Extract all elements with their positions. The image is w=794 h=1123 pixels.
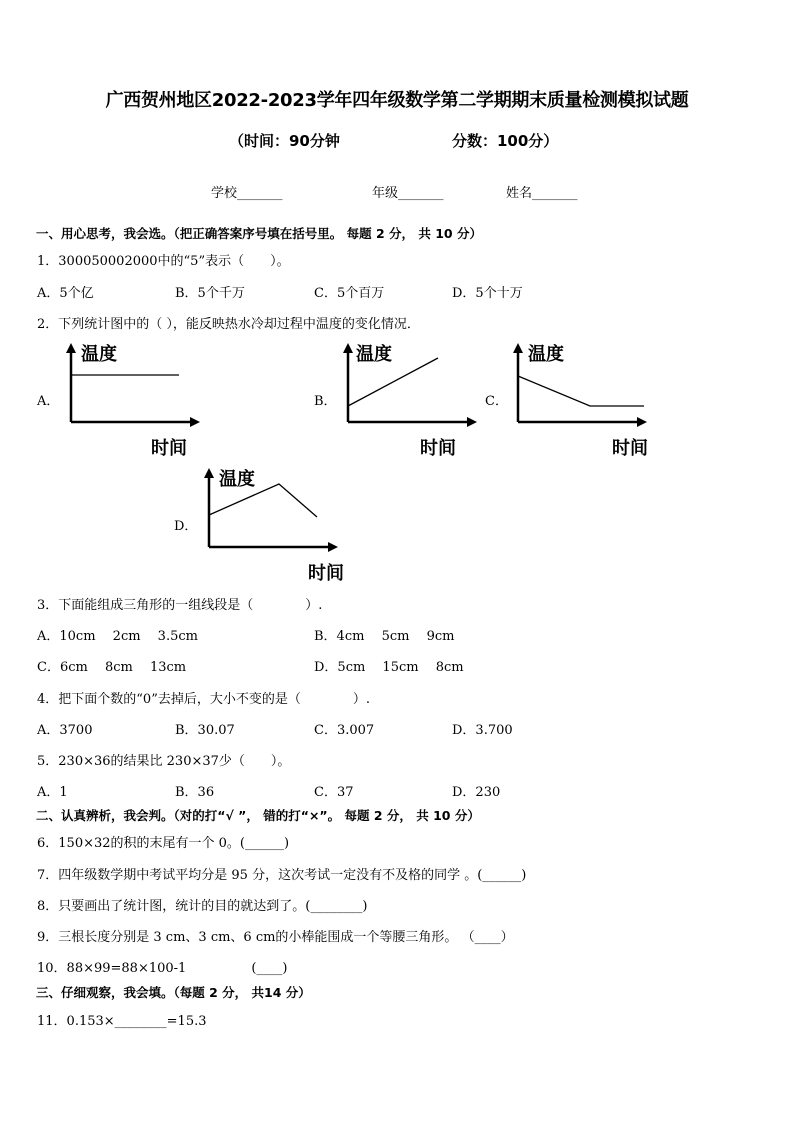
q1-option-b: B．5个千万 [175, 286, 245, 301]
q4-option-a: A．3700 [37, 723, 93, 738]
q2b-line [348, 358, 438, 406]
q2-option-d-label: D． [174, 519, 198, 534]
q2d-y-label: 温度 [219, 469, 255, 490]
q4-option-d: D．3.700 [452, 723, 513, 738]
q5-option-b: B．36 [175, 785, 215, 800]
q2c-line [518, 376, 644, 406]
q2b-x-label: 时间 [420, 438, 456, 459]
q3-option-a: A．10cm 2cm 3.5cm [37, 629, 198, 644]
q1-option-a: A．5个亿 [37, 286, 94, 301]
grade-field: 年级_______ [372, 186, 444, 201]
time-label: （时间：90分钟 [229, 132, 340, 150]
q2-graph-c [502, 338, 657, 463]
q3-option-d: D．5cm 15cm 8cm [314, 660, 464, 675]
question-10: 10．88×99=88×100-1 (____) [37, 961, 288, 976]
q2c-x-label: 时间 [612, 438, 648, 459]
q2b-y-label: 温度 [356, 344, 392, 365]
q1-option-d: D．5个十万 [452, 286, 523, 301]
q4-option-b: B．30.07 [175, 723, 235, 738]
score-label: 分数：100分） [452, 132, 559, 150]
exam-title: 广西贺州地区2022-2023学年四年级数学第二学期期末质量检测模拟试题 [105, 90, 689, 111]
q2a-x-label: 时间 [151, 438, 187, 459]
question-4: 4．把下面个数的“0”去掉后，大小不变的是（ ）. [37, 692, 370, 707]
q2-option-c-label: C． [485, 394, 508, 409]
school-field: 学校_______ [211, 186, 283, 201]
q3-option-c: C．6cm 8cm 13cm [37, 660, 187, 675]
question-3: 3．下面能组成三角形的一组线段是（ ）. [37, 598, 323, 613]
section-1-heading: 一、用心思考，我会选。（把正确答案序号填在括号里。 每题 2 分， 共 10 分） [36, 226, 482, 241]
q2-graph-d [193, 463, 353, 588]
question-7: 7．四年级数学期中考试平均分是 95 分，这次考试一定没有不及格的同学 。(______) [37, 868, 527, 883]
q2-option-b-label: B． [314, 394, 337, 409]
q5-option-c: C．37 [314, 785, 354, 800]
question-11: 11．0.153×________=15.3 [37, 1014, 207, 1029]
section-3-heading: 三、仔细观察，我会填。（每题 2 分， 共14 分） [36, 985, 311, 1000]
question-9: 9．三根长度分别是 3 cm、3 cm、6 cm的小棒能围成一个等腰三角形。 （____） [37, 930, 514, 945]
section-2-heading: 二、认真辨析，我会判。（对的打“√ ”， 错的打“×”。 每题 2 分， 共 10 分） [36, 808, 480, 823]
question-1: 1．300050002000中的“5”表示（ ）。 [37, 254, 290, 269]
q2a-y-label: 温度 [81, 344, 117, 365]
q2-graph-a [55, 338, 205, 463]
q2-option-a-label: A． [37, 394, 60, 409]
question-5: 5．230×36的结果比 230×37少（ ）。 [37, 754, 291, 769]
q2d-x-label: 时间 [308, 563, 344, 584]
q5-option-d: D．230 [452, 785, 501, 800]
q4-option-c: C．3.007 [314, 723, 375, 738]
name-field: 姓名_______ [506, 186, 578, 201]
q5-option-a: A．1 [37, 785, 68, 800]
question-2: 2．下列统计图中的（ ），能反映热水冷却过程中温度的变化情况． [37, 317, 420, 332]
q3-option-b: B．4cm 5cm 9cm [314, 629, 455, 644]
q2c-y-label: 温度 [528, 344, 564, 365]
question-6: 6．150×32的积的末尾有一个 0。(______) [37, 836, 290, 851]
question-8: 8．只要画出了统计图，统计的目的就达到了。(________) [37, 899, 368, 914]
q2-graph-b [332, 338, 482, 463]
q1-option-c: C．5个百万 [314, 286, 385, 301]
